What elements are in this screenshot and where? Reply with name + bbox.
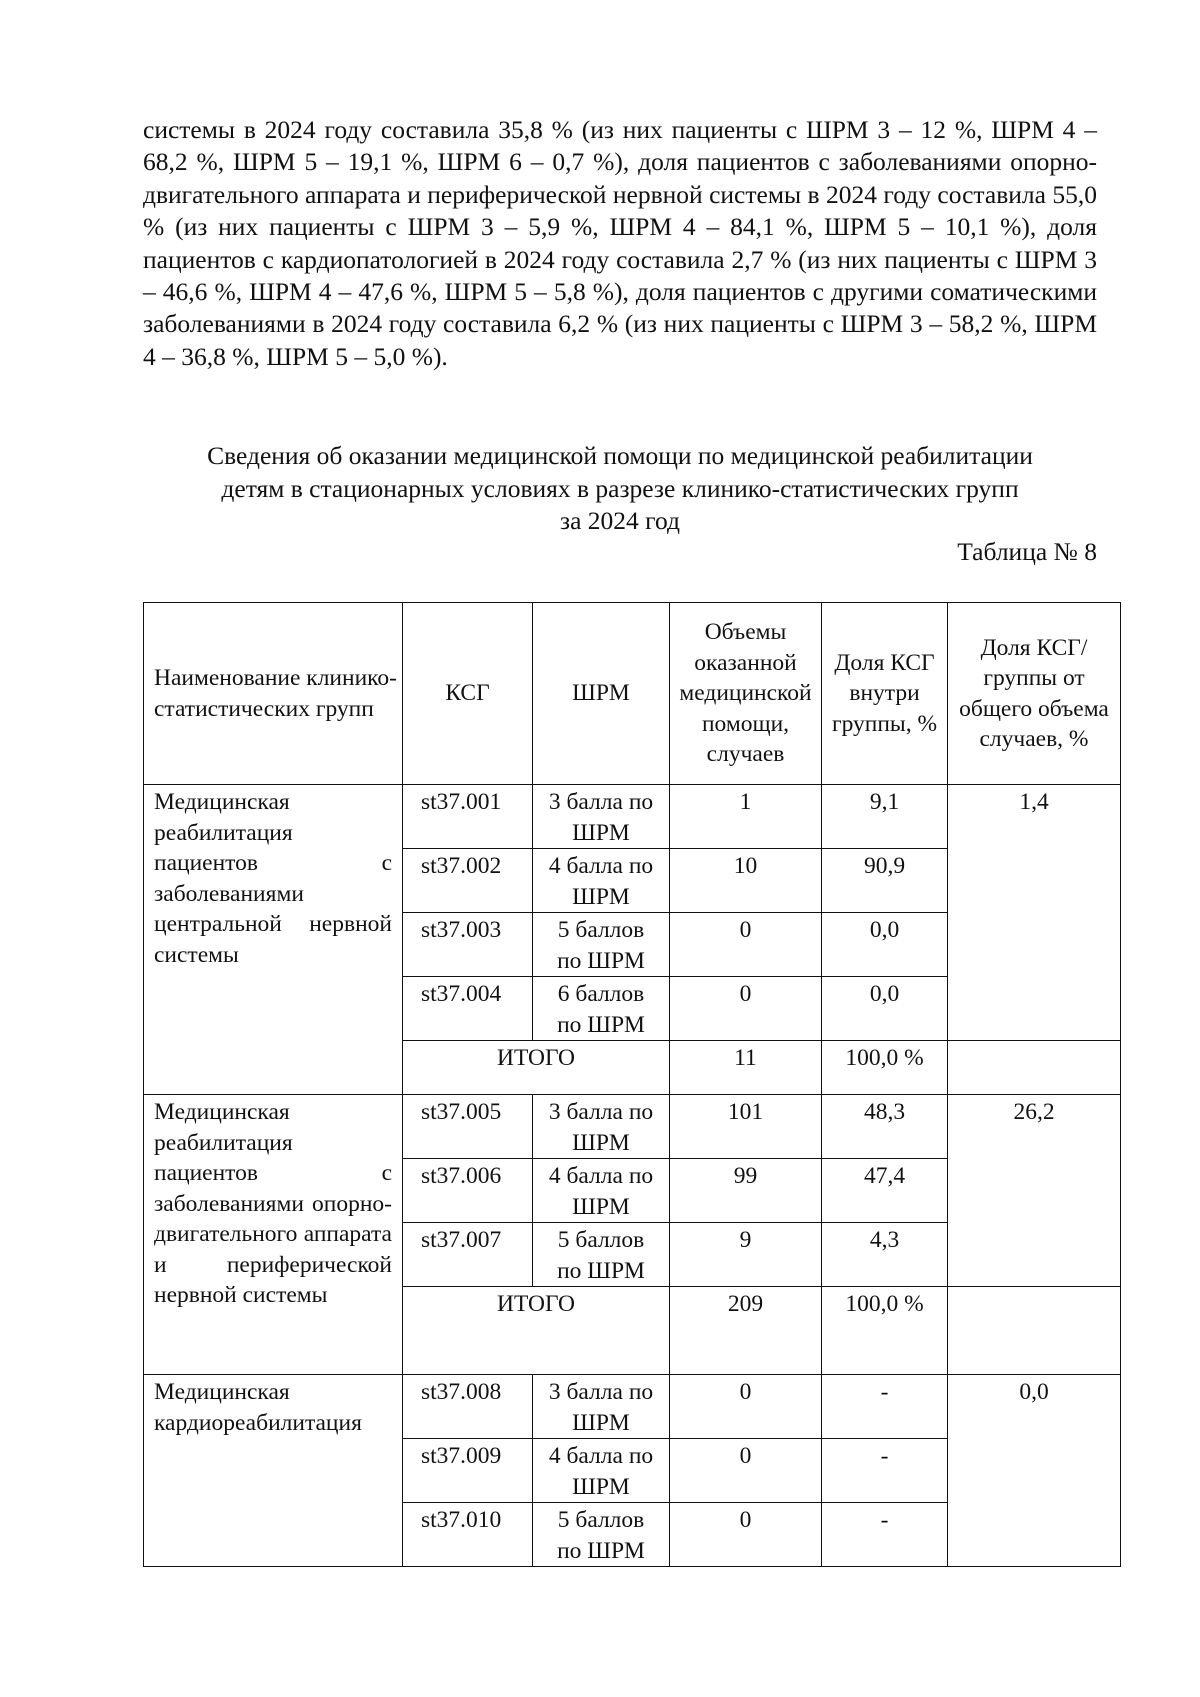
heading-line-3: за 2024 год: [560, 506, 680, 535]
table-number: Таблица № 8: [957, 537, 1097, 566]
volume-cell: 101: [670, 1095, 822, 1159]
share-cell: 9,1: [822, 785, 948, 849]
empty-cell: [948, 1041, 1121, 1095]
group-name: Медицинская реабилитация пациентов с заболеваниями центральной нервной системы: [144, 785, 403, 1095]
share-cell: 48,3: [822, 1095, 948, 1159]
share-cell: 90,9: [822, 849, 948, 913]
shrm-cell: 3 балла по ШРМ: [533, 1095, 670, 1159]
volume-cell: 10: [670, 849, 822, 913]
volume-cell: 0: [670, 977, 822, 1041]
shrm-cell: 5 баллов по ШРМ: [533, 1223, 670, 1287]
header-share-in-group: Доля КСГ внутри группы, %: [822, 603, 948, 785]
header-volume: Объемы оказанной медицинской помощи, случаев: [670, 603, 822, 785]
volume-cell: 0: [670, 1439, 822, 1503]
ksg-code: st37.002: [403, 849, 533, 913]
total-volume: 11: [670, 1041, 822, 1095]
ksg-code: st37.010: [403, 1503, 533, 1567]
total-share: 100,0 %: [822, 1287, 948, 1375]
table-row: [144, 1095, 1121, 1159]
group-name: Медицинская кардиореабилитация: [144, 1375, 403, 1567]
share-cell: 0,0: [822, 913, 948, 977]
volume-cell: 99: [670, 1159, 822, 1223]
share-cell: 0,0: [822, 977, 948, 1041]
ksg-code: st37.009: [403, 1439, 533, 1503]
ksg-code: st37.007: [403, 1223, 533, 1287]
body-paragraph: системы в 2024 году составила 35,8 % (из них пациенты с ШРМ 3 – 12 %, ШРМ 4 – 68,2 %, ШРМ 5 – 19,1 %, ШРМ 6 – 0,7 %), доля пациентов с заболеваниями опорно-двигательного аппарата и периферической нервной системы в 2024 году составила 55,0 % (из них пациенты с ШРМ 3 – 5,9 %, ШРМ 4 – 84,1 %, ШРМ 5 – 10,1 %), доля пациентов с кардиопатологией в 2024 году составила 2,7 % (из них пациенты с ШРМ 3 – 46,6 %, ШРМ 4 – 47,6 %, ШРМ 5 – 5,8 %), доля пациентов с другими соматическими заболеваниями в 2024 году составила 6,2 % (из них пациенты с ШРМ 3 – 58,2 %, ШРМ 4 – 36,8 %, ШРМ 5 – 5,0 %).: [143, 115, 1097, 371]
share-cell: 4,3: [822, 1223, 948, 1287]
volume-cell: 1: [670, 785, 822, 849]
volume-cell: 9: [670, 1223, 822, 1287]
ksg-code: st37.004: [403, 977, 533, 1041]
shrm-cell: 3 балла по ШРМ: [533, 1375, 670, 1439]
group-name: Медицинская реабилитация пациентов с заболеваниями опорно-двигательного аппарата и периферической нервной системы: [144, 1095, 403, 1375]
total-label: ИТОГО: [403, 1041, 670, 1095]
shrm-cell: 3 балла по ШРМ: [533, 785, 670, 849]
heading-line-1: Сведения об оказании медицинской помощи по медицинской реабилитации: [207, 441, 1033, 470]
ksg-code: st37.001: [403, 785, 533, 849]
volume-cell: 0: [670, 1375, 822, 1439]
header-group-name: Наименование клинико-статистических групп: [144, 603, 403, 785]
heading-line-2: детям в стационарных условиях в разрезе клинико-статистических групп: [221, 473, 1019, 503]
share-cell: -: [822, 1439, 948, 1503]
share-cell: 47,4: [822, 1159, 948, 1223]
volume-cell: 0: [670, 913, 822, 977]
volume-cell: 0: [670, 1503, 822, 1567]
shrm-cell: 4 балла по ШРМ: [533, 1439, 670, 1503]
ksg-table: [143, 602, 1121, 1567]
group-share-total: 26,2: [948, 1095, 1121, 1287]
ksg-code: st37.005: [403, 1095, 533, 1159]
total-volume: 209: [670, 1287, 822, 1375]
total-share: 100,0 %: [822, 1041, 948, 1095]
share-cell: -: [822, 1375, 948, 1439]
group-share-total: 0,0: [948, 1375, 1121, 1567]
share-cell: -: [822, 1503, 948, 1567]
table-row: [144, 1375, 1121, 1439]
ksg-code: st37.008: [403, 1375, 533, 1439]
total-label: ИТОГО: [403, 1287, 670, 1375]
header-shrm: ШРМ: [533, 603, 670, 785]
table-heading: [143, 440, 1097, 538]
group-share-total: 1,4: [948, 785, 1121, 1041]
shrm-cell: 4 балла по ШРМ: [533, 1159, 670, 1223]
shrm-cell: 4 балла по ШРМ: [533, 849, 670, 913]
header-share-total: Доля КСГ/ группы от общего объема случаев, %: [948, 603, 1121, 785]
ksg-code: st37.006: [403, 1159, 533, 1223]
empty-cell: [948, 1287, 1121, 1375]
header-ksg: КСГ: [403, 603, 533, 785]
shrm-cell: 6 баллов по ШРМ: [533, 977, 670, 1041]
table-row: [144, 785, 1121, 849]
shrm-cell: 5 баллов по ШРМ: [533, 913, 670, 977]
table-header-row: [144, 603, 1121, 785]
ksg-code: st37.003: [403, 913, 533, 977]
shrm-cell: 5 баллов по ШРМ: [533, 1503, 670, 1567]
